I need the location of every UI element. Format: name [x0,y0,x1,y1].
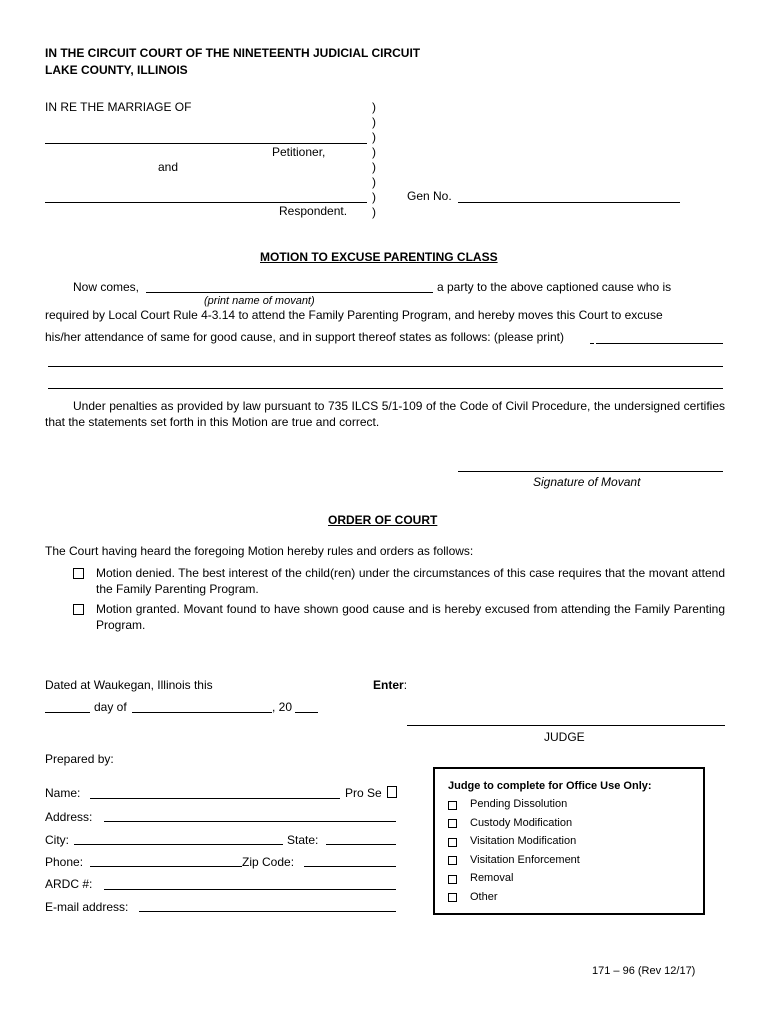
caption-paren: ) [372,190,376,204]
motion-title: MOTION TO EXCUSE PARENTING CLASS [260,250,498,264]
year-field[interactable] [295,712,318,713]
year-prefix: , 20 [272,700,293,714]
state-field[interactable] [326,844,396,845]
motion-line-2: required by Local Court Rule 4-3.14 to attend the Family Parenting Program, and hereby moves this Court to excuse [45,308,663,322]
name-label: Name: [45,786,81,800]
penalty-statement: Under penalties as provided by law pursuant to 735 ILCS 5/1-109 of the Code of Civil Procedure, the undersigned certifies that the statements set forth in this Motion are true and correct. [45,399,725,429]
pro-se-label: Pro Se [345,786,382,800]
pro-se-checkbox[interactable] [387,786,397,798]
city-label: City: [45,833,69,847]
reason-field-line-3[interactable] [48,388,723,389]
phone-label: Phone: [45,855,84,869]
enter-colon: : [403,678,408,692]
pending-dissolution-checkbox[interactable] [448,801,457,810]
and-label: and [158,160,179,174]
city-field[interactable] [74,844,283,845]
address-field[interactable] [104,821,396,822]
gen-no-field[interactable] [458,202,680,203]
reason-field-line-2[interactable] [48,366,723,367]
in-re-label: IN RE THE MARRIAGE OF [45,100,192,114]
caption-paren: ) [372,100,376,114]
petitioner-name-line[interactable] [45,143,367,144]
respondent-name-line[interactable] [45,202,367,203]
office-use-box [433,767,705,915]
reason-short-underline [590,343,594,344]
denied-checkbox[interactable] [73,568,84,579]
option-denied-text: Motion denied. The best interest of the child(ren) under the circumstances of this case requires that the movant attend the Family Parenting Program. [96,566,725,596]
office-item-label: Visitation Enforcement [470,854,580,866]
dated-at-label: Dated at Waukegan, Illinois this [45,678,213,692]
day-of-label: day of [94,700,127,714]
other-checkbox[interactable] [448,893,457,902]
email-label: E-mail address: [45,900,129,914]
zip-label: Zip Code: [242,855,295,869]
caption-paren: ) [372,115,376,129]
reason-field-line-1[interactable] [596,343,723,344]
visitation-modification-checkbox[interactable] [448,838,457,847]
visitation-enforcement-checkbox[interactable] [448,856,457,865]
movant-signature-line[interactable] [458,471,723,472]
office-use-title: Judge to complete for Office Use Only: [448,780,652,792]
state-label: State: [287,833,319,847]
office-item-label: Other [470,891,498,903]
order-title: ORDER OF COURT [328,513,438,527]
petitioner-label: Petitioner, [272,145,326,159]
custody-modification-checkbox[interactable] [448,819,457,828]
court-name-line1: IN THE CIRCUIT COURT OF THE NINETEENTH JUDICIAL CIRCUIT [45,46,421,60]
gen-no-label: Gen No. [407,189,452,203]
office-item-label: Custody Modification [470,817,573,829]
enter-label-group [373,678,407,692]
order-intro: The Court having heard the foregoing Motion hereby rules and orders as follows: [45,544,474,558]
office-item-label: Visitation Modification [470,835,577,847]
month-field[interactable] [132,712,272,713]
print-name-hint: (print name of movant) [204,295,315,307]
judge-label: JUDGE [544,730,585,744]
respondent-label: Respondent. [279,204,348,218]
prepared-by-label: Prepared by: [45,752,114,766]
address-label: Address: [45,810,93,824]
motion-line-3: his/her attendance of same for good cause, and in support thereof states as follows: (please print) [45,330,564,344]
office-item-label: Pending Dissolution [470,798,568,810]
zip-field[interactable] [304,866,396,867]
granted-checkbox[interactable] [73,604,84,615]
caption-paren: ) [372,145,376,159]
removal-checkbox[interactable] [448,875,457,884]
caption-paren: ) [372,175,376,189]
caption-paren: ) [372,205,376,219]
ardc-field[interactable] [104,889,396,890]
signature-label: Signature of Movant [533,475,641,489]
now-comes-label: Now comes, [73,280,140,294]
movant-name-field[interactable] [146,292,433,293]
court-name-line2: LAKE COUNTY, ILLINOIS [45,63,188,77]
option-granted-text: Motion granted. Movant found to have shown good cause and is hereby excused from attending the Family Parenting Program. [96,602,725,632]
form-number: 171 – 96 (Rev 12/17) [592,965,696,977]
phone-field[interactable] [90,866,242,867]
judge-signature-line[interactable] [407,725,725,726]
caption-paren: ) [372,130,376,144]
name-field[interactable] [90,798,340,799]
email-field[interactable] [139,911,396,912]
day-field[interactable] [45,712,90,713]
office-item-label: Removal [470,872,514,884]
party-text: a party to the above captioned cause who is [437,280,672,294]
enter-label: Enter [373,678,404,692]
ardc-label: ARDC #: [45,877,93,891]
caption-paren: ) [372,160,376,174]
